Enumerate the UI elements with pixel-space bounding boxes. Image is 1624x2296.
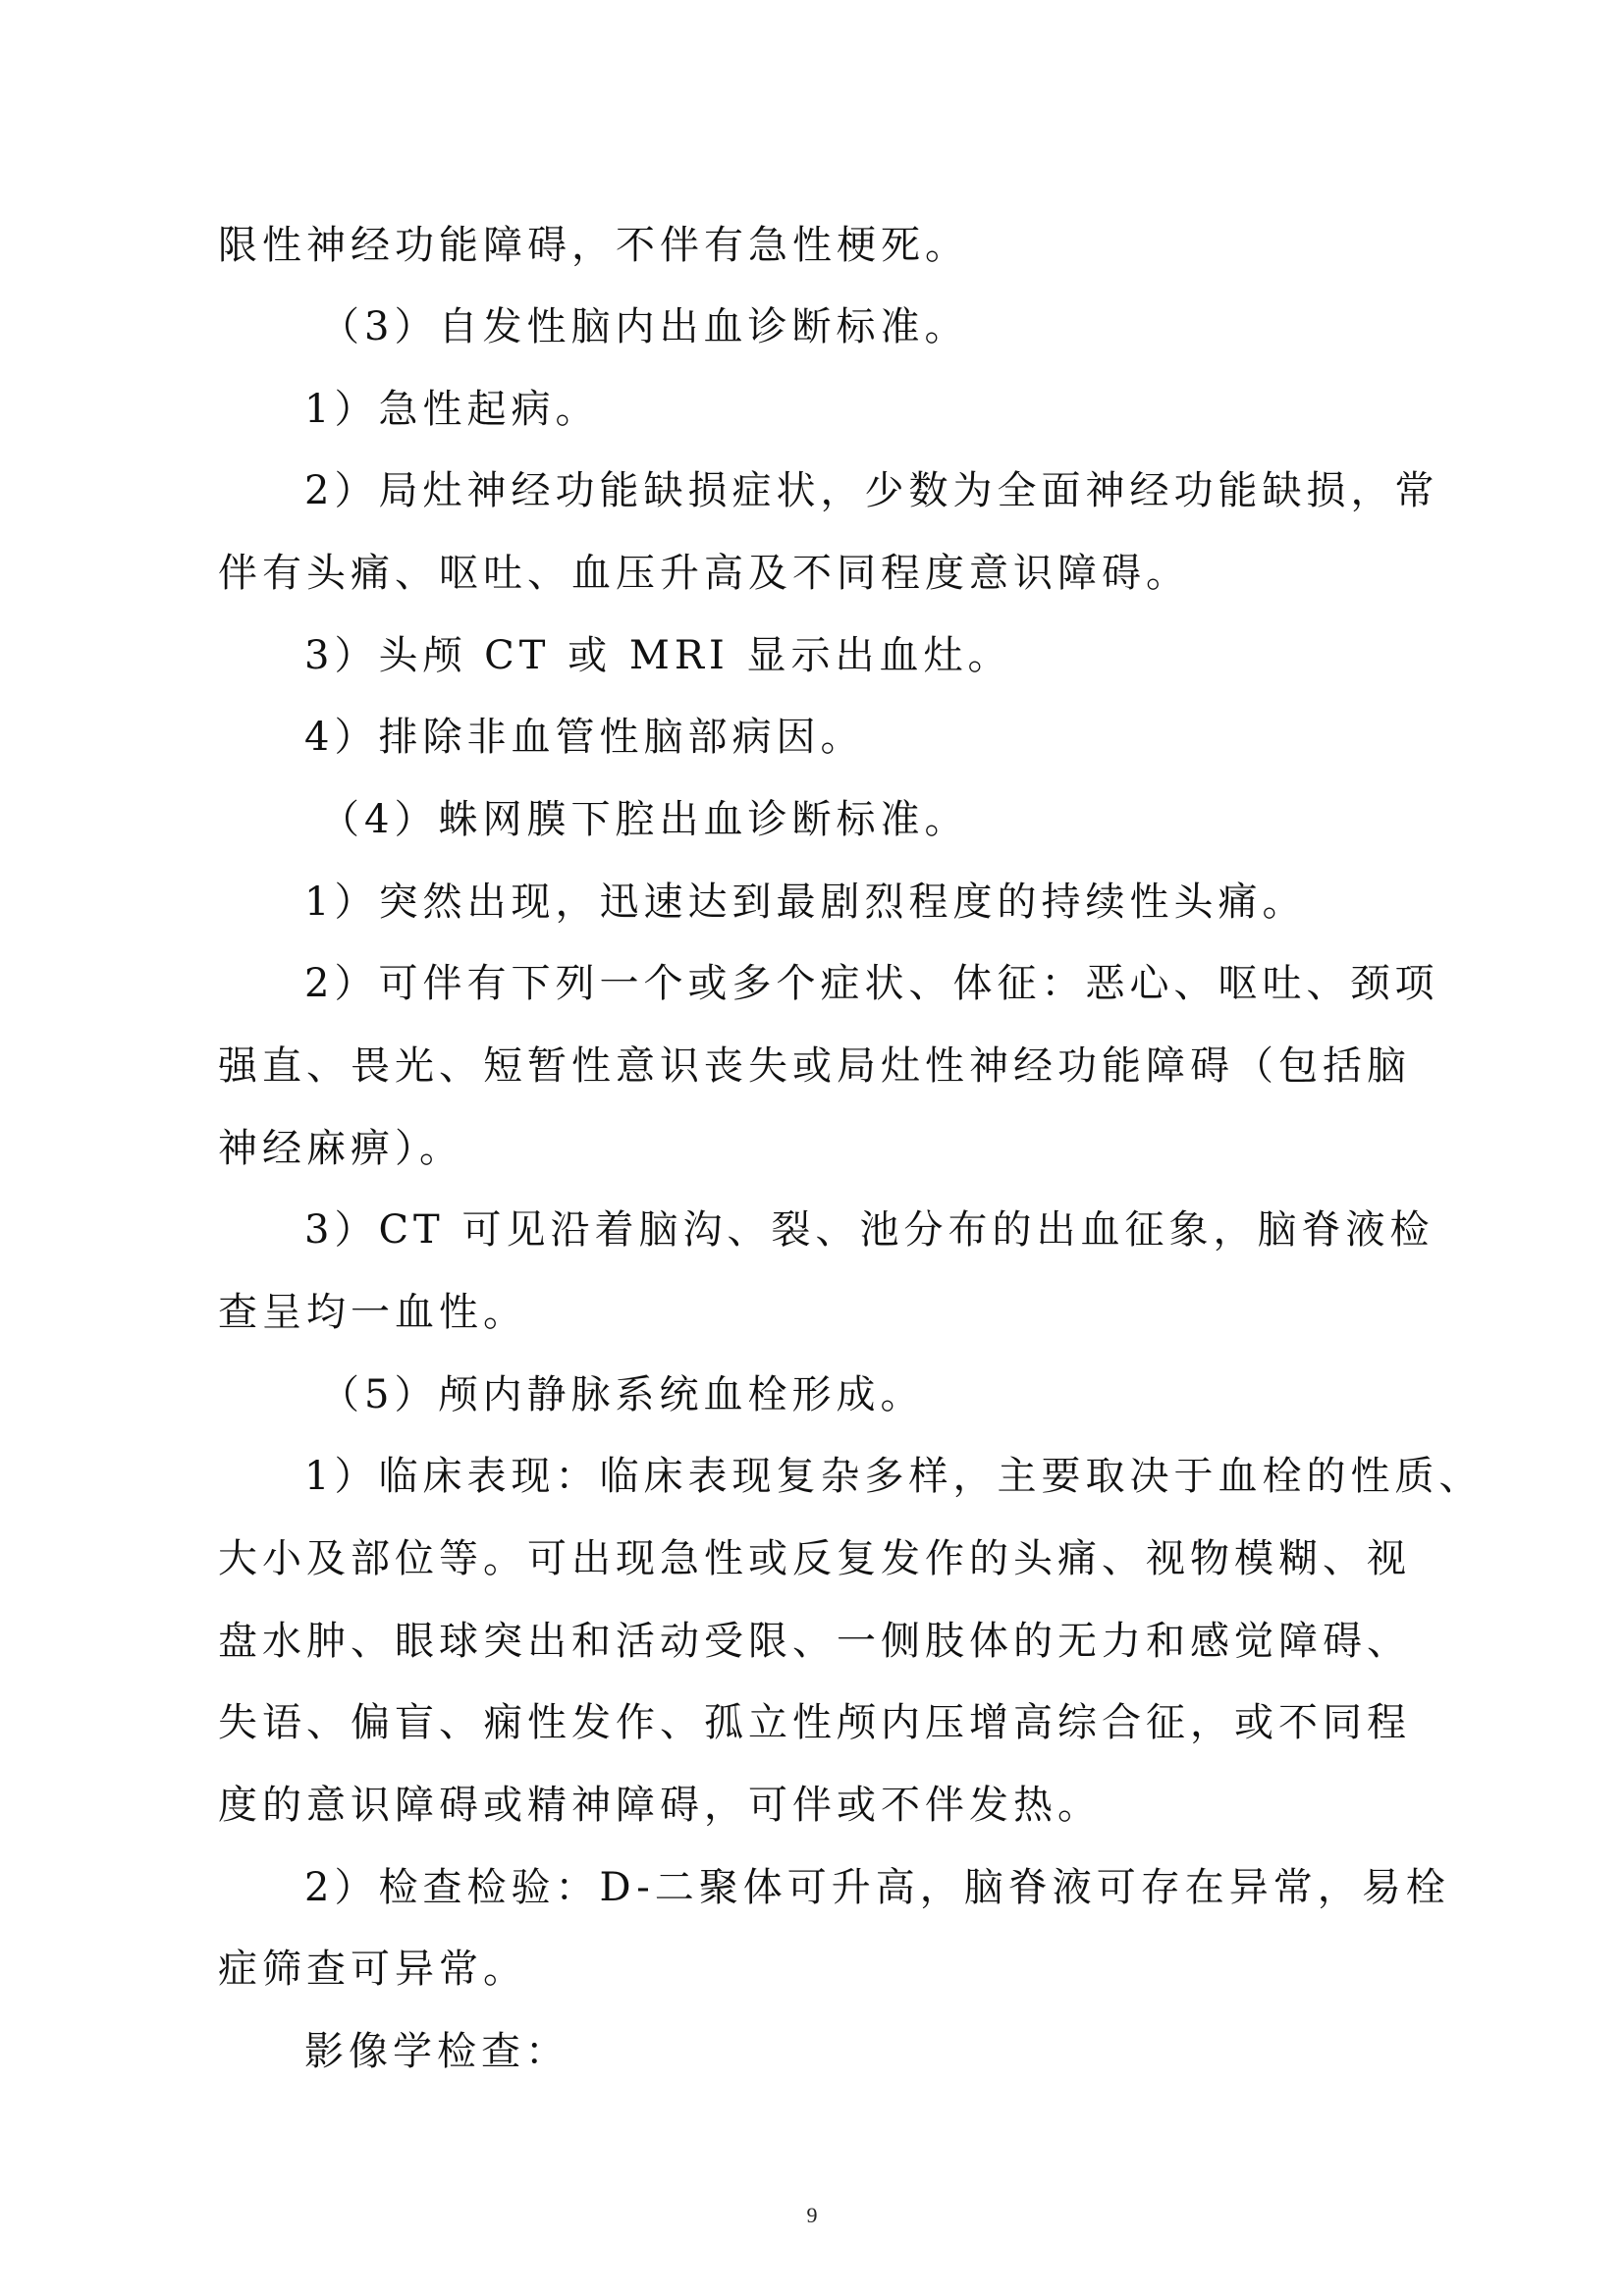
section-heading: （5）颅内静脉系统血栓形成。 — [320, 1372, 925, 1417]
list-item: 2）可伴有下列一个或多个症状、体征：恶心、呕吐、颈项 — [304, 961, 1439, 1006]
text-line: 神经麻痹）。 — [218, 1126, 463, 1171]
list-item: 3）头颅 CT 或 MRI 显示出血灶。 — [304, 633, 1012, 678]
text-line: 症筛查可异常。 — [218, 1947, 527, 1992]
section-heading: （4）蛛网膜下腔出血诊断标准。 — [320, 797, 969, 842]
list-item: 4）排除非血管性脑部病因。 — [304, 715, 865, 760]
text-line: 强直、畏光、短暂性意识丧失或局灶性神经功能障碍（包括脑 — [218, 1043, 1411, 1089]
list-item: 2）检查检验：D-二聚体可升高，脑脊液可存在异常，易栓 — [304, 1865, 1450, 1910]
subheading: 影像学检查： — [304, 2029, 569, 2074]
text-line: 大小及部位等。可出现急性或反复发作的头痛、视物模糊、视 — [218, 1536, 1411, 1581]
text-line: 查呈均一血性。 — [218, 1290, 527, 1335]
text-line: 盘水肿、眼球突出和活动受限、一侧肢体的无力和感觉障碍、 — [218, 1619, 1411, 1664]
section-heading: （3）自发性脑内出血诊断标准。 — [320, 304, 969, 349]
text-line: 伴有头痛、呕吐、血压升高及不同程度意识障碍。 — [218, 551, 1190, 596]
list-item: 2）局灶神经功能缺损症状，少数为全面神经功能缺损，常 — [304, 468, 1439, 513]
list-item: 3）CT 可见沿着脑沟、裂、池分布的出血征象，脑脊液检 — [304, 1207, 1435, 1253]
list-item: 1）突然出现，迅速达到最剧烈程度的持续性头痛。 — [304, 880, 1307, 925]
text-line: 度的意识障碍或精神障碍，可伴或不伴发热。 — [218, 1783, 1102, 1828]
list-item: 1）临床表现：临床表现复杂多样，主要取决于血栓的性质、 — [304, 1454, 1484, 1499]
text-line: 失语、偏盲、痫性发作、孤立性颅内压增高综合征，或不同程 — [218, 1700, 1411, 1745]
text-line: 限性神经功能障碍，不伴有急性梗死。 — [218, 223, 969, 268]
page-number: 9 — [806, 2203, 818, 2227]
list-item: 1）急性起病。 — [304, 387, 600, 432]
